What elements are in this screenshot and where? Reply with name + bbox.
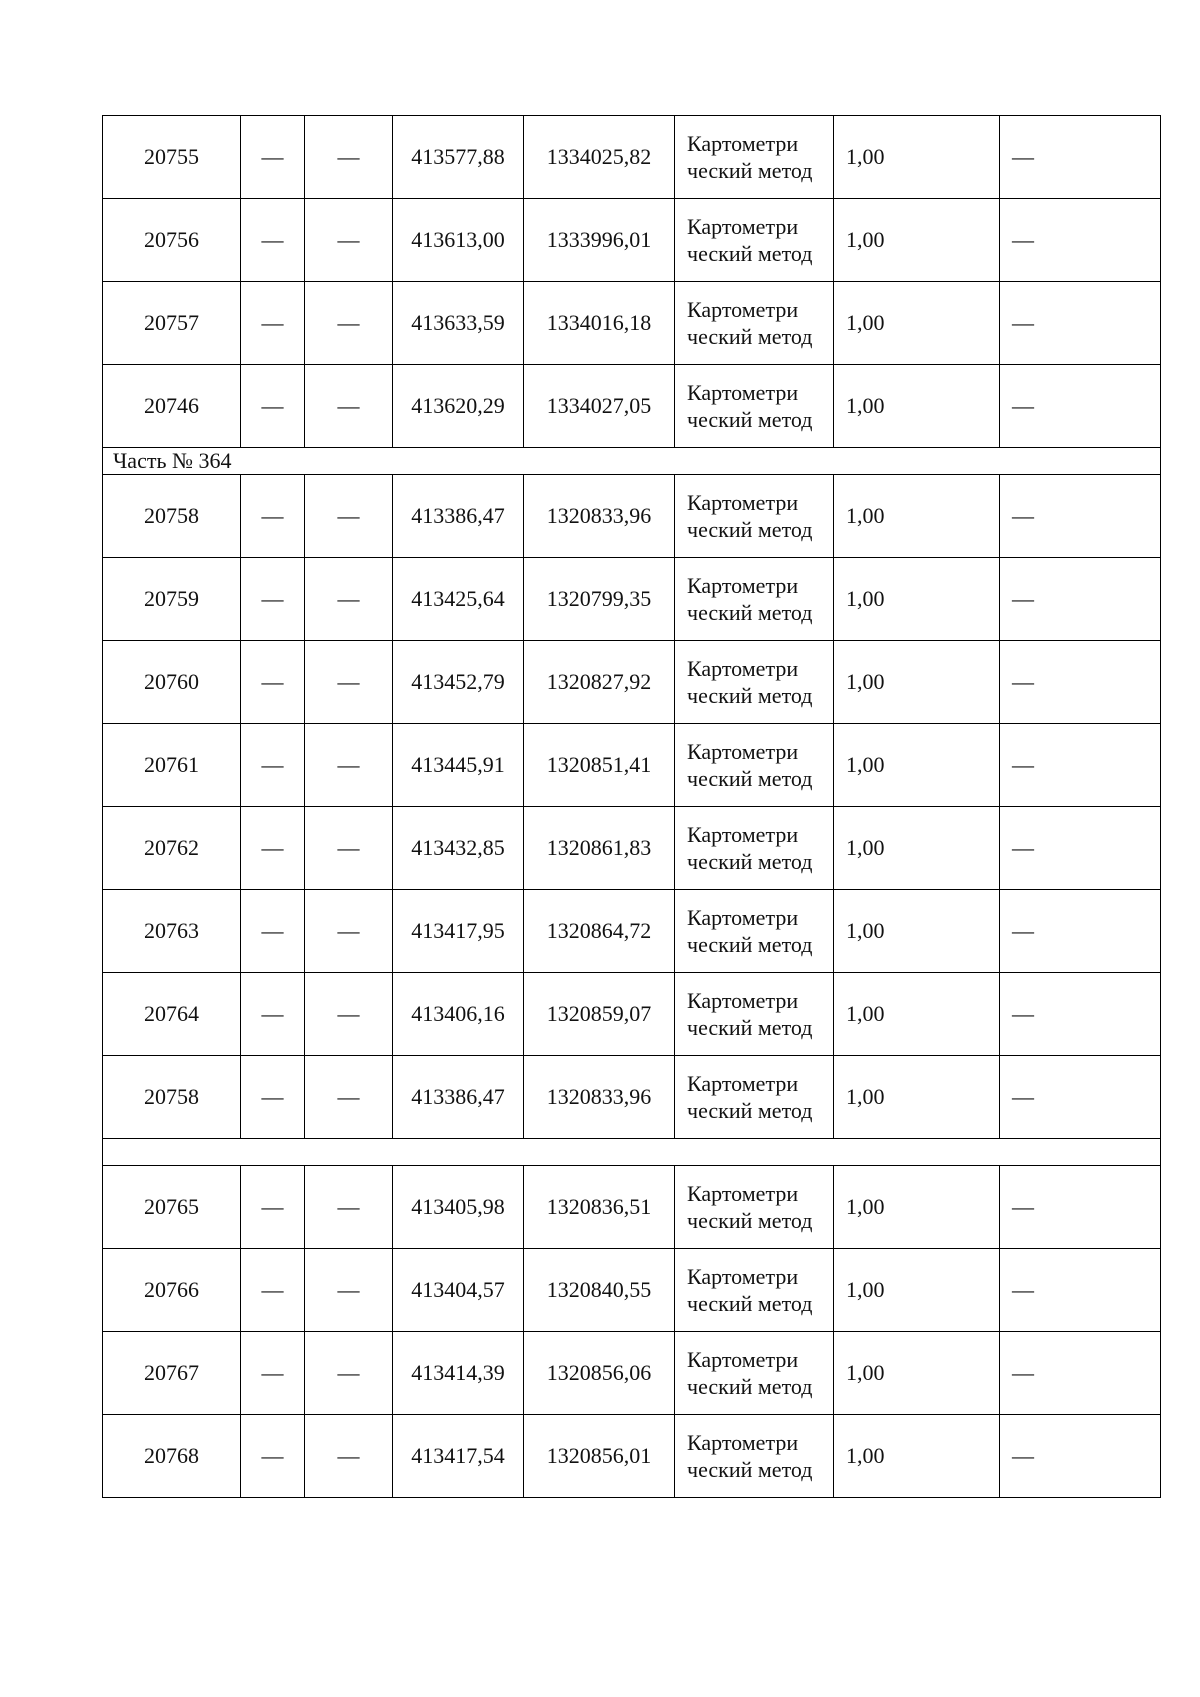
coordinate-y-cell: 1320851,41 — [524, 724, 675, 807]
coordinate-x-cell: 413425,64 — [393, 558, 524, 641]
table-row — [103, 282, 1161, 365]
accuracy-cell: 1,00 — [834, 641, 1000, 724]
method-cell: Картометри ческий метод — [675, 1166, 834, 1249]
method-cell: Картометри ческий метод — [675, 641, 834, 724]
table-row — [103, 641, 1161, 724]
accuracy-cell: 1,00 — [834, 1415, 1000, 1498]
coordinate-y-cell: 1320799,35 — [524, 558, 675, 641]
note-dash-cell: — — [1000, 724, 1161, 807]
method-cell: Картометри ческий метод — [675, 199, 834, 282]
coordinate-y-cell: 1320840,55 — [524, 1249, 675, 1332]
accuracy-cell: 1,00 — [834, 116, 1000, 199]
coordinate-y-cell: 1320836,51 — [524, 1166, 675, 1249]
method-cell: Картометри ческий метод — [675, 807, 834, 890]
coordinate-x-cell: 413386,47 — [393, 1056, 524, 1139]
note-dash-cell: — — [1000, 1056, 1161, 1139]
method-cell: Картометри ческий метод — [675, 1249, 834, 1332]
empty-dash-cell: — — [241, 973, 305, 1056]
empty-dash-cell: — — [305, 1166, 393, 1249]
coordinate-y-cell: 1320856,06 — [524, 1332, 675, 1415]
point-number-cell: 20763 — [103, 890, 241, 973]
method-cell: Картометри ческий метод — [675, 116, 834, 199]
point-number-cell: 20766 — [103, 1249, 241, 1332]
coordinate-y-cell: 1320861,83 — [524, 807, 675, 890]
note-dash-cell: — — [1000, 282, 1161, 365]
coordinate-y-cell: 1320833,96 — [524, 1056, 675, 1139]
coordinate-y-cell: 1334025,82 — [524, 116, 675, 199]
accuracy-cell: 1,00 — [834, 1056, 1000, 1139]
point-number-cell: 20762 — [103, 807, 241, 890]
empty-dash-cell: — — [241, 1249, 305, 1332]
empty-dash-cell: — — [305, 1332, 393, 1415]
point-number-cell: 20761 — [103, 724, 241, 807]
coordinate-x-cell: 413406,16 — [393, 973, 524, 1056]
method-cell: Картометри ческий метод — [675, 724, 834, 807]
section-label — [103, 1139, 1161, 1166]
note-dash-cell: — — [1000, 1415, 1161, 1498]
coordinates-table — [102, 115, 1161, 1498]
method-cell: Картометри ческий метод — [675, 1056, 834, 1139]
empty-dash-cell: — — [305, 199, 393, 282]
note-dash-cell: — — [1000, 1249, 1161, 1332]
coordinate-y-cell: 1320833,96 — [524, 475, 675, 558]
table-row — [103, 199, 1161, 282]
empty-dash-cell: — — [241, 724, 305, 807]
empty-dash-cell: — — [241, 890, 305, 973]
empty-dash-cell: — — [241, 1166, 305, 1249]
empty-dash-cell: — — [305, 365, 393, 448]
point-number-cell: 20767 — [103, 1332, 241, 1415]
empty-dash-cell: — — [241, 558, 305, 641]
table-row — [103, 890, 1161, 973]
empty-dash-cell: — — [305, 1249, 393, 1332]
method-cell: Картометри ческий метод — [675, 558, 834, 641]
empty-dash-cell: — — [241, 1415, 305, 1498]
coordinate-y-cell: 1334016,18 — [524, 282, 675, 365]
note-dash-cell: — — [1000, 116, 1161, 199]
empty-dash-cell: — — [305, 807, 393, 890]
empty-dash-cell: — — [305, 890, 393, 973]
point-number-cell: 20755 — [103, 116, 241, 199]
coordinate-y-cell: 1320827,92 — [524, 641, 675, 724]
point-number-cell: 20768 — [103, 1415, 241, 1498]
method-cell: Картометри ческий метод — [675, 973, 834, 1056]
empty-dash-cell: — — [305, 116, 393, 199]
point-number-cell: 20760 — [103, 641, 241, 724]
note-dash-cell: — — [1000, 807, 1161, 890]
accuracy-cell: 1,00 — [834, 1249, 1000, 1332]
accuracy-cell: 1,00 — [834, 807, 1000, 890]
coordinate-x-cell: 413414,39 — [393, 1332, 524, 1415]
empty-dash-cell: — — [305, 724, 393, 807]
empty-dash-cell: — — [241, 475, 305, 558]
coordinate-y-cell: 1320864,72 — [524, 890, 675, 973]
table-row — [103, 1249, 1161, 1332]
empty-dash-cell: — — [305, 1415, 393, 1498]
empty-dash-cell: — — [241, 199, 305, 282]
coordinate-x-cell: 413445,91 — [393, 724, 524, 807]
empty-dash-cell: — — [305, 1056, 393, 1139]
coordinate-x-cell: 413417,54 — [393, 1415, 524, 1498]
note-dash-cell: — — [1000, 475, 1161, 558]
accuracy-cell: 1,00 — [834, 973, 1000, 1056]
accuracy-cell: 1,00 — [834, 724, 1000, 807]
coordinate-x-cell: 413417,95 — [393, 890, 524, 973]
note-dash-cell: — — [1000, 199, 1161, 282]
table-row — [103, 1415, 1161, 1498]
point-number-cell: 20765 — [103, 1166, 241, 1249]
point-number-cell: 20746 — [103, 365, 241, 448]
coordinate-x-cell: 413577,88 — [393, 116, 524, 199]
coordinate-x-cell: 413405,98 — [393, 1166, 524, 1249]
table-row — [103, 365, 1161, 448]
table-row — [103, 1332, 1161, 1415]
method-cell: Картометри ческий метод — [675, 282, 834, 365]
coordinate-x-cell: 413386,47 — [393, 475, 524, 558]
empty-dash-cell: — — [241, 1332, 305, 1415]
coordinate-y-cell: 1320856,01 — [524, 1415, 675, 1498]
empty-dash-cell: — — [241, 365, 305, 448]
method-cell: Картометри ческий метод — [675, 1415, 834, 1498]
accuracy-cell: 1,00 — [834, 475, 1000, 558]
table-row — [103, 558, 1161, 641]
note-dash-cell: — — [1000, 973, 1161, 1056]
empty-dash-cell: — — [305, 282, 393, 365]
coordinate-y-cell: 1334027,05 — [524, 365, 675, 448]
accuracy-cell: 1,00 — [834, 365, 1000, 448]
section-header-row — [103, 448, 1161, 475]
coordinate-x-cell: 413633,59 — [393, 282, 524, 365]
empty-dash-cell: — — [305, 973, 393, 1056]
method-cell: Картометри ческий метод — [675, 475, 834, 558]
point-number-cell: 20764 — [103, 973, 241, 1056]
coordinate-y-cell: 1333996,01 — [524, 199, 675, 282]
note-dash-cell: — — [1000, 365, 1161, 448]
empty-dash-cell: — — [241, 1056, 305, 1139]
table-row — [103, 807, 1161, 890]
note-dash-cell: — — [1000, 1166, 1161, 1249]
empty-dash-cell: — — [305, 475, 393, 558]
table-row — [103, 973, 1161, 1056]
accuracy-cell: 1,00 — [834, 558, 1000, 641]
empty-dash-cell: — — [241, 641, 305, 724]
method-cell: Картометри ческий метод — [675, 365, 834, 448]
method-cell: Картометри ческий метод — [675, 1332, 834, 1415]
empty-dash-cell: — — [305, 641, 393, 724]
note-dash-cell: — — [1000, 1332, 1161, 1415]
table-row — [103, 475, 1161, 558]
note-dash-cell: — — [1000, 558, 1161, 641]
note-dash-cell: — — [1000, 890, 1161, 973]
point-number-cell: 20757 — [103, 282, 241, 365]
table-row — [103, 116, 1161, 199]
empty-dash-cell: — — [305, 558, 393, 641]
point-number-cell: 20758 — [103, 1056, 241, 1139]
empty-dash-cell: — — [241, 807, 305, 890]
coordinate-x-cell: 413404,57 — [393, 1249, 524, 1332]
table-row — [103, 1056, 1161, 1139]
section-label: Часть № 364 — [103, 448, 1161, 475]
accuracy-cell: 1,00 — [834, 1166, 1000, 1249]
accuracy-cell: 1,00 — [834, 1332, 1000, 1415]
note-dash-cell: — — [1000, 641, 1161, 724]
coordinate-x-cell: 413452,79 — [393, 641, 524, 724]
accuracy-cell: 1,00 — [834, 199, 1000, 282]
table-row — [103, 724, 1161, 807]
section-header-row — [103, 1139, 1161, 1166]
point-number-cell: 20758 — [103, 475, 241, 558]
table-body — [103, 116, 1161, 1498]
table-row — [103, 1166, 1161, 1249]
coordinate-x-cell: 413432,85 — [393, 807, 524, 890]
point-number-cell: 20759 — [103, 558, 241, 641]
point-number-cell: 20756 — [103, 199, 241, 282]
coordinate-x-cell: 413620,29 — [393, 365, 524, 448]
empty-dash-cell: — — [241, 116, 305, 199]
accuracy-cell: 1,00 — [834, 282, 1000, 365]
method-cell: Картометри ческий метод — [675, 890, 834, 973]
coordinate-y-cell: 1320859,07 — [524, 973, 675, 1056]
accuracy-cell: 1,00 — [834, 890, 1000, 973]
empty-dash-cell: — — [241, 282, 305, 365]
coordinate-x-cell: 413613,00 — [393, 199, 524, 282]
